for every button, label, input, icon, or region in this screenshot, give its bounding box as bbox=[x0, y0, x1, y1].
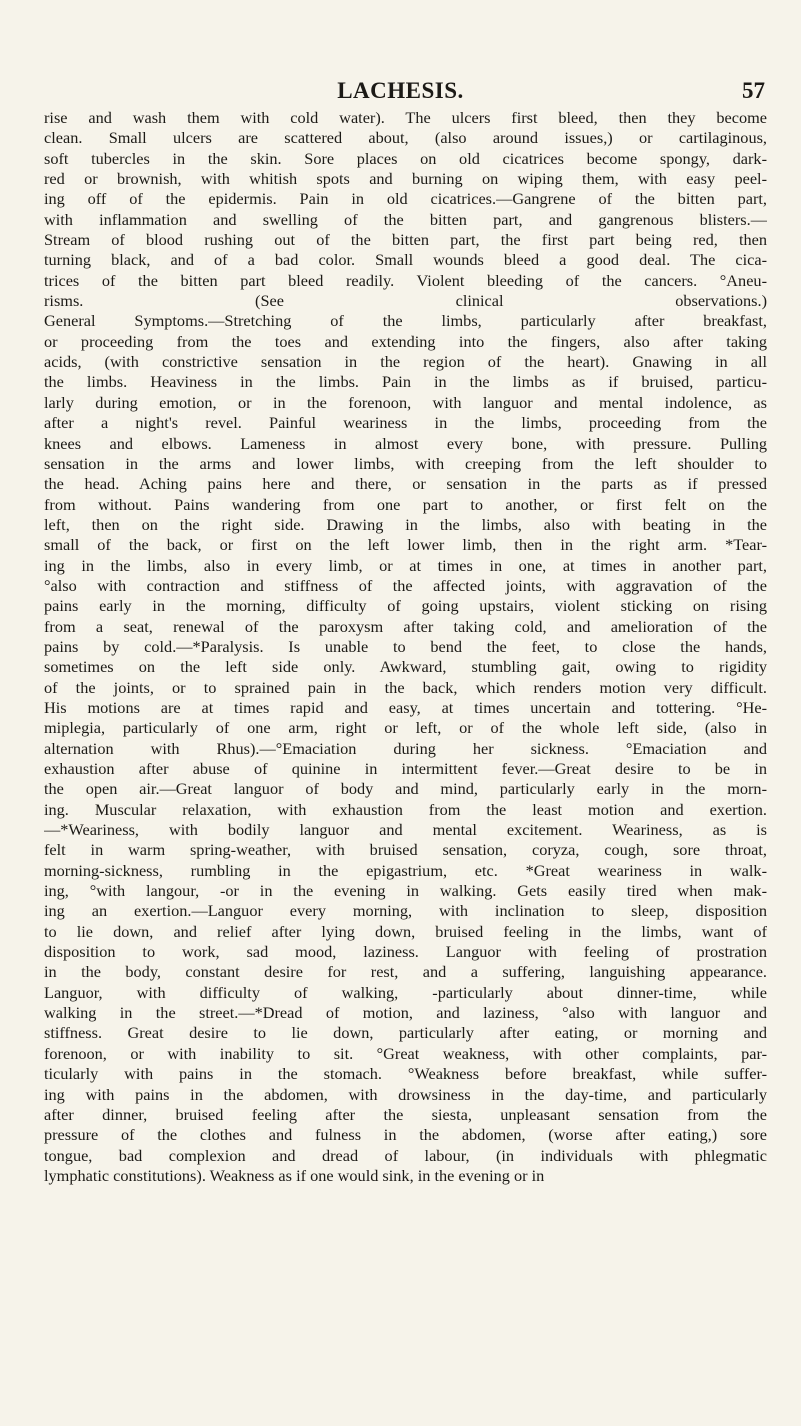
text-line: felt in warm spring-weather, with bruised sensation, coryza, cough, sore throat, bbox=[44, 840, 767, 860]
text-line: left, then on the right side. Drawing in the limbs, also with beating in the bbox=[44, 514, 767, 534]
page-number: 57 bbox=[742, 78, 765, 103]
text-line: soft tubercles in the skin. Sore places on old cicatrices become spongy, dark- bbox=[44, 148, 767, 168]
text-line: the limbs. Heaviness in the limbs. Pain in the limbs as if bruised, particu- bbox=[44, 372, 767, 392]
text-line: tongue, bad complexion and dread of labour, (in individuals with phlegmatic bbox=[44, 1145, 767, 1165]
body-text bbox=[44, 108, 767, 1186]
text-line: small of the back, or first on the left lower limb, then in the right arm. *Tear- bbox=[44, 535, 767, 555]
text-line: °also with contraction and stiffness of the affected joints, with aggravation of the bbox=[44, 575, 767, 595]
text-line: lymphatic constitutions). Weakness as if one would sink, in the evening or in bbox=[44, 1165, 545, 1185]
text-line: General Symptoms.—Stretching of the limbs, particularly after breakfast, bbox=[44, 311, 767, 331]
text-line: exhaustion after abuse of quinine in intermittent fever.—Great desire to be in bbox=[44, 759, 767, 778]
text-line: ing an exertion.—Languor every morning, with inclination to sleep, disposition bbox=[44, 901, 767, 921]
text-line: disposition to work, sad mood, laziness. Languor with feeling of prostration bbox=[44, 942, 767, 962]
text-line: pressure of the clothes and fulness in the abdomen, (worse after eating,) sore bbox=[44, 1125, 767, 1145]
text-line: red or brownish, with whitish spots and burning on wiping them, with easy peel- bbox=[44, 169, 767, 189]
text-line: miplegia, particularly of one arm, right or left, or of the whole left side, (also in bbox=[44, 718, 767, 738]
text-line: the head. Aching pains here and there, or sensation in the parts as if pressed bbox=[44, 474, 767, 494]
text-line: ing off of the epidermis. Pain in old cicatrices.—Gangrene of the bitten part, bbox=[44, 189, 767, 209]
text-line: acids, (with constrictive sensation in the region of the heart). Gnawing in all bbox=[44, 352, 767, 372]
text-line: alternation with Rhus).—°Emaciation during her sickness. °Emaciation and bbox=[44, 738, 767, 758]
text-line: ing, °with langour, -or in the evening in walking. Gets easily tired when mak- bbox=[44, 881, 767, 901]
text-line: to lie down, and relief after lying down, bruised feeling in the limbs, want of bbox=[44, 921, 767, 941]
text-line: sensation in the arms and lower limbs, with creeping from the left shoulder to bbox=[44, 453, 767, 473]
text-line: risms. (See clinical observations.) bbox=[44, 291, 767, 311]
text-line: clean. Small ulcers are scattered about, (also around issues,) or cartilaginous, bbox=[44, 128, 767, 148]
text-line: walking in the street.—*Dread of motion, and laziness, °also with languor and bbox=[44, 1003, 767, 1023]
text-line: ing in the limbs, also in every limb, or at times in one, at times in another part, bbox=[44, 555, 767, 575]
text-line: His motions are at times rapid and easy, at times uncertain and tottering. °He- bbox=[44, 697, 767, 717]
running-title: LACHESIS. bbox=[337, 78, 464, 103]
text-line: or proceeding from the toes and extending into the fingers, also after taking bbox=[44, 331, 767, 351]
text-line: pains by cold.—*Paralysis. Is unable to bend the feet, to close the hands, bbox=[44, 636, 767, 656]
text-line: pains early in the morning, difficulty of going upstairs, violent sticking on rising bbox=[44, 596, 767, 616]
text-line: in the body, constant desire for rest, and a suffering, languishing appearance. bbox=[44, 962, 767, 982]
text-line: ticularly with pains in the stomach. °Weakness before breakfast, while suffer- bbox=[44, 1064, 767, 1084]
text-line: Languor, with difficulty of walking, -particularly about dinner-time, while bbox=[44, 982, 767, 1002]
text-line: sometimes on the left side only. Awkward, stumbling gait, owing to rigidity bbox=[44, 657, 767, 677]
running-head bbox=[0, 78, 801, 108]
text-line: Stream of blood rushing out of the bitten part, the first part being red, then bbox=[44, 230, 767, 250]
text-line: from a seat, renewal of the paroxysm after taking cold, and amelioration of the bbox=[44, 616, 767, 636]
text-line: —*Weariness, with bodily languor and mental excitement. Weariness, as is bbox=[44, 820, 767, 840]
text-line: ing. Muscular relaxation, with exhaustion from the least motion and exertion. bbox=[44, 799, 767, 819]
text-line: after dinner, bruised feeling after the siesta, unpleasant sensation from the bbox=[44, 1104, 767, 1124]
text-line: trices of the bitten part bleed readily. Violent bleeding of the cancers. °Aneu- bbox=[44, 270, 767, 290]
text-line: larly during emotion, or in the forenoon, with languor and mental indolence, as bbox=[44, 392, 767, 412]
text-line: of the joints, or to sprained pain in the back, which renders motion very difficult. bbox=[44, 677, 767, 697]
text-line: the open air.—Great languor of body and mind, particularly early in the morn- bbox=[44, 779, 767, 799]
text-line: forenoon, or with inability to sit. °Great weakness, with other complaints, par- bbox=[44, 1043, 767, 1063]
text-line: stiffness. Great desire to lie down, particularly after eating, or morning and bbox=[44, 1023, 767, 1043]
text-line: turning black, and of a bad color. Small wounds bleed a good deal. The cica- bbox=[44, 250, 767, 270]
text-line: rise and wash them with cold water). The ulcers first bleed, then they become bbox=[44, 108, 767, 127]
text-line: with inflammation and swelling of the bitten part, and gangrenous blisters.— bbox=[44, 209, 767, 229]
text-line: morning-sickness, rumbling in the epigastrium, etc. *Great weariness in walk- bbox=[44, 860, 767, 880]
text-line: knees and elbows. Lameness in almost every bone, with pressure. Pulling bbox=[44, 433, 767, 453]
text-line: ing with pains in the abdomen, with drowsiness in the day-time, and particularly bbox=[44, 1084, 767, 1104]
text-line: from without. Pains wandering from one part to another, or first felt on the bbox=[44, 494, 767, 514]
text-line: after a night's revel. Painful weariness in the limbs, proceeding from the bbox=[44, 413, 767, 433]
